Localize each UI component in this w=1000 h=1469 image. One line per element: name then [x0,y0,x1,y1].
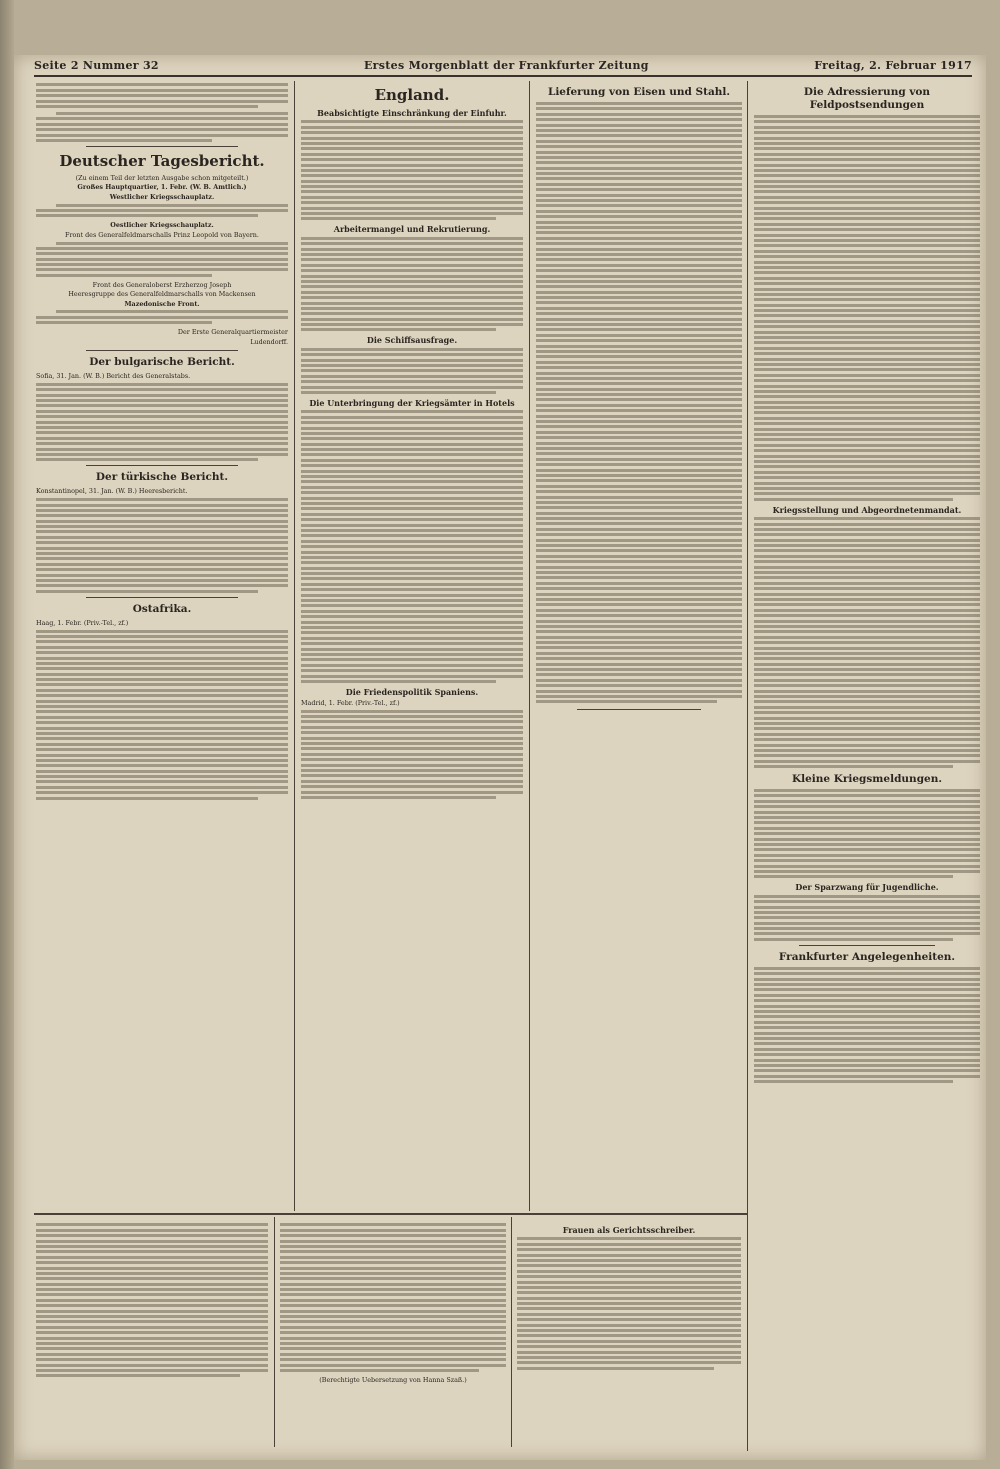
article-subheading: Die Unterbringung der Kriegsämter in Hotels [309,397,515,408]
translation-credit: (Berechtigte Uebersetzung von Hanna Szaß.) [319,1375,467,1384]
article-title: Frankfurter Angelegenheiten. [778,950,956,963]
feuilleton-rule [34,1213,747,1215]
front-heading: Front des Generaloberst Erzherzog Joseph [92,280,232,289]
feuilleton-col-3 [517,1221,741,1447]
front-heading: Heeresgruppe des Generalfeldmarschalls von Mackensen [68,290,256,299]
dateline: Haag, 1. Febr. (Priv.-Tel., zf.) [36,618,129,627]
column-rule [274,1217,275,1447]
section-heading: Mazedonische Front. [124,299,200,308]
book-spine [0,0,14,1469]
issue-date: Freitag, 2. Februar 1917 [814,59,972,72]
column-4 [754,81,980,1451]
article-title: Ostafrika. [132,602,192,615]
article-subtitle: (Zu einem Teil der letzten Ausgabe schon mitgeteilt.) [75,173,249,182]
article-title: Deutscher Tagesbericht. [59,151,265,170]
column-2 [301,81,523,1209]
feuilleton-col-2 [280,1221,506,1447]
article-title: Lieferung von Eisen und Stahl. [547,86,731,98]
article-title: Der türkische Bericht. [95,471,229,484]
dateline: Großes Hauptquartier, 1. Febr. (W. B. Amtlich.) [77,183,247,192]
article-subheading: Arbeitermangel und Rekrutierung. [333,224,491,235]
article-title: Kleine Kriegsmeldungen. [791,773,943,786]
section-heading: Westlicher Kriegsschauplatz. [109,192,215,201]
newspaper-page [14,55,986,1460]
article-title: Die Adressierung von Feldpostsendungen [803,86,931,111]
column-rule [747,81,748,1451]
article-subheading: Kriegsstellung und Abgeordnetenmandat. [772,504,962,515]
article-title: Der bulgarische Bericht. [89,356,235,369]
article-subheading: Die Schiffsausfrage. [366,335,458,346]
front-heading: Front des Generalfeldmarschalls Prinz Leopold von Bayern. [65,230,259,239]
signature-title: Der Erste Generalquartiermeister [177,328,288,337]
dateline: Sofia, 31. Jan. (W. B.) Bericht des Generalstabs. [36,372,191,381]
column-rule [294,81,295,1211]
article-title: England. [374,86,450,104]
section-heading: Oestlicher Kriegsschauplatz. [110,221,214,230]
column-rule [529,81,530,1211]
column-3 [536,81,742,1209]
article-subheading: Der Sparzwang für Jugendliche. [795,882,939,893]
column-1 [36,81,288,1209]
newspaper-title: Erstes Morgenblatt der Frankfurter Zeitung [364,59,649,72]
signature-name: Ludendorff. [250,337,288,346]
column-rule [511,1217,512,1447]
article-subheading: Frauen als Gerichtsschreiber. [562,1225,696,1235]
article-subheading: Beabsichtigte Einschränkung der Einfuhr. [317,108,507,118]
page-number: Seite 2 Nummer 32 [34,59,159,72]
feuilleton-col-1 [36,1221,268,1447]
dateline: Konstantinopel, 31. Jan. (W. B.) Heeresbericht. [36,487,188,496]
page-header [34,59,972,77]
article-subheading: Die Friedenspolitik Spaniens. [345,686,479,697]
dateline: Madrid, 1. Febr. (Priv.-Tel., zf.) [301,698,400,707]
